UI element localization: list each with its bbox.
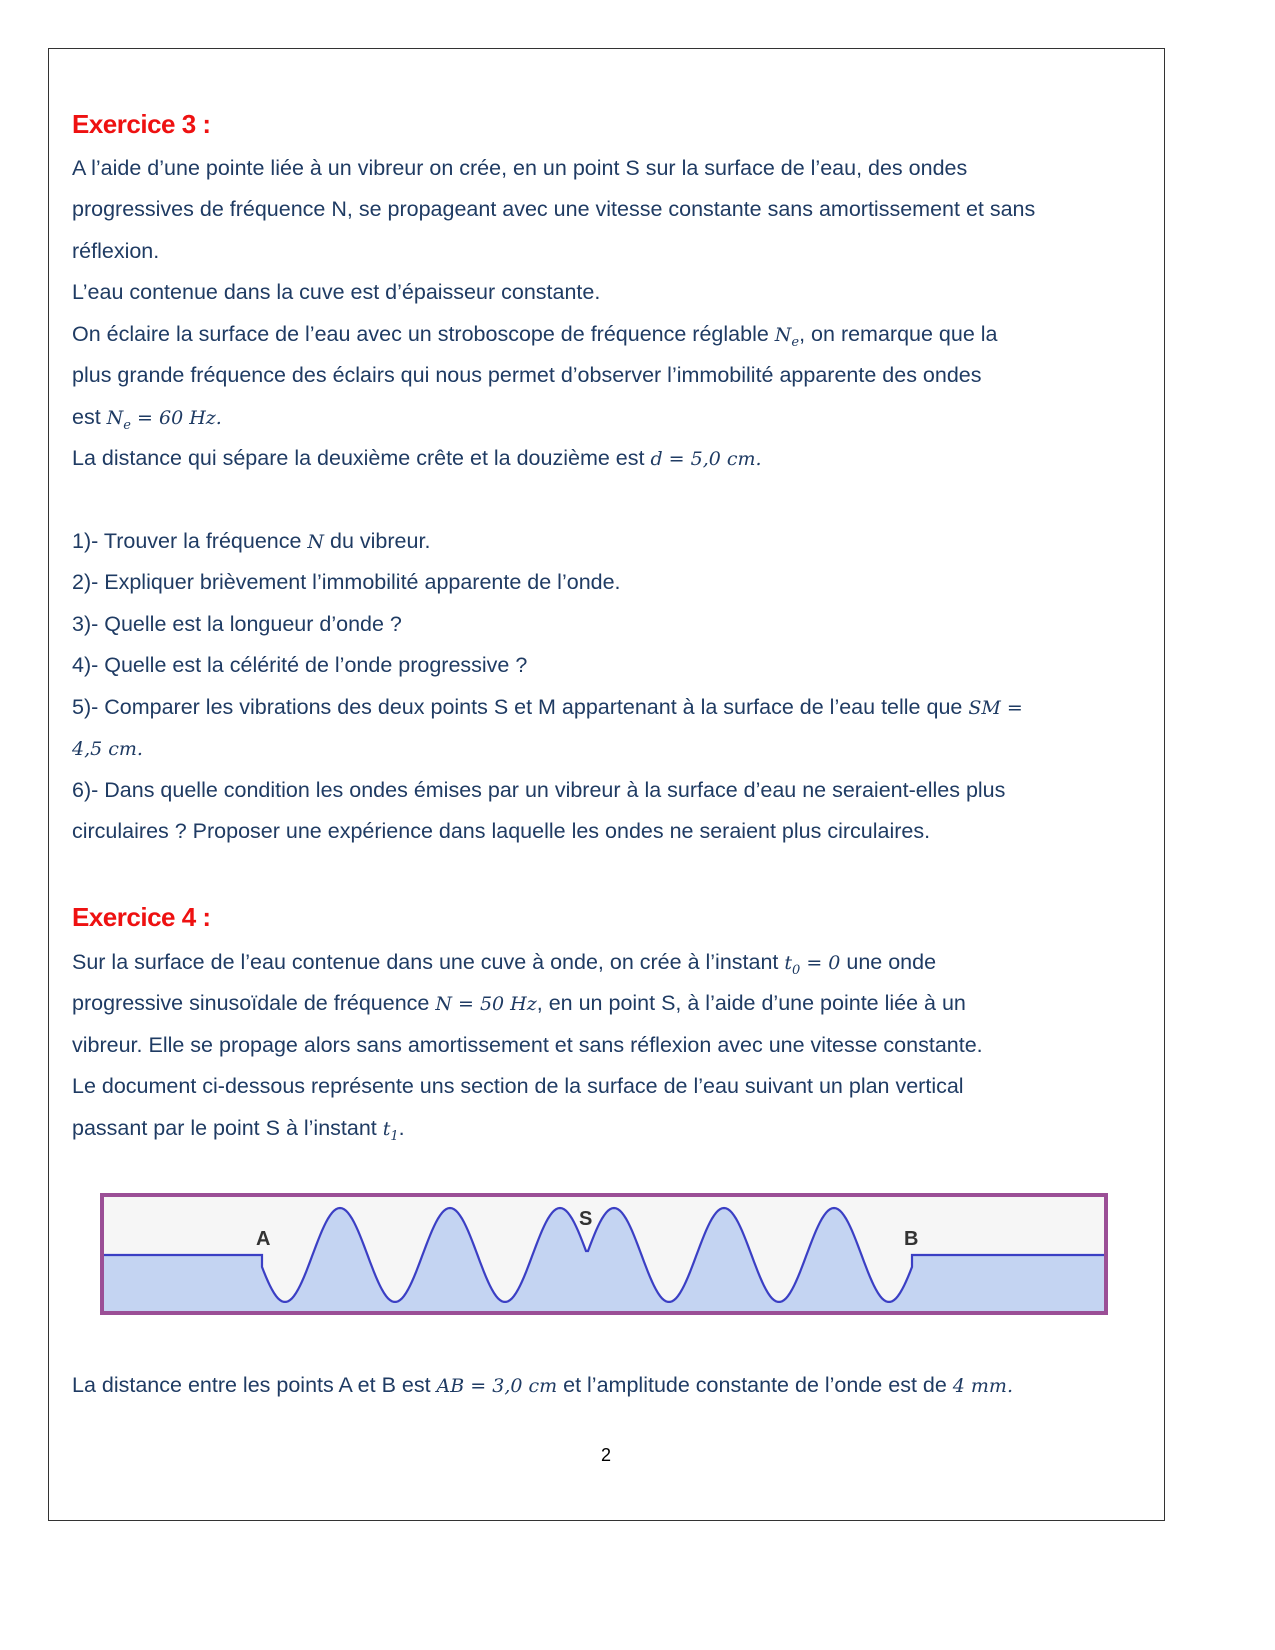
text-line — [72, 692, 1023, 722]
math-text: d = 5,0 cm. — [650, 448, 762, 470]
math-text: N = 50 Hz — [435, 993, 537, 1015]
text-segment: du vibreur. — [324, 529, 431, 553]
math-text: t — [382, 1118, 391, 1140]
text-line — [72, 988, 966, 1018]
math-expression — [800, 952, 840, 974]
text-segment: 3)- Quelle est la longueur d’onde ? — [72, 612, 402, 636]
text-line — [72, 775, 1005, 805]
text-line — [72, 443, 762, 473]
math-expression — [650, 448, 761, 470]
text-segment: Le document ci-dessous représente uns section de la surface de l’eau suivant un plan vertical — [72, 1074, 964, 1098]
math-text: = 60 Hz. — [130, 407, 222, 429]
text-segment: La distance qui sépare la deuxième crête et la douzième est — [72, 446, 651, 470]
text-segment: , on remarque que la — [799, 322, 998, 346]
math-expression — [774, 324, 800, 350]
text-line — [72, 947, 936, 977]
math-expression — [784, 952, 801, 978]
text-line — [72, 153, 967, 183]
math-subscript: e — [123, 417, 131, 433]
text-segment: passant par le point S à l’instant — [72, 1116, 383, 1140]
math-expression — [307, 531, 324, 553]
math-text: N — [307, 531, 325, 553]
math-subscript: 1 — [390, 1128, 399, 1144]
text-line — [72, 1113, 405, 1143]
exercise-heading: Exercice 3 : — [72, 109, 211, 139]
text-line — [72, 526, 430, 556]
math-text: 4,5 cm. — [72, 738, 143, 760]
text-segment: 2)- Expliquer brièvement l’immobilité apparente de l’onde. — [72, 570, 621, 594]
math-expression — [953, 1375, 1013, 1397]
math-subscript: 0 — [792, 962, 801, 978]
text-line — [72, 609, 402, 639]
text-line — [72, 1071, 964, 1101]
text-segment: progressives de fréquence N, se propageant avec une vitesse constante sans amortissement et sans — [72, 197, 1036, 221]
text-segment: circulaires ? Proposer une expérience dans laquelle les ondes ne seraient plus circulaires. — [72, 819, 931, 843]
text-segment: 1)- Trouver la fréquence — [72, 529, 308, 553]
text-line — [72, 194, 1035, 224]
math-expression — [106, 407, 131, 433]
label-a: A — [256, 1228, 271, 1250]
text-segment: 6)- Dans quelle condition les ondes émises par un vibreur à la surface d’eau ne seraient-elles plus — [72, 778, 1006, 802]
text-segment: La distance entre les points A et B est — [72, 1373, 437, 1397]
math-expression — [131, 407, 222, 429]
page-number: 2 — [600, 1445, 611, 1465]
math-text: = 0 — [800, 952, 841, 974]
math-text: 4 mm. — [952, 1375, 1013, 1397]
text-line — [72, 277, 600, 307]
math-text: t — [784, 952, 793, 974]
text-segment: . — [398, 1116, 405, 1140]
math-text: N — [106, 407, 124, 429]
math-subscript: e — [791, 334, 800, 350]
text-line — [72, 402, 222, 432]
text-line — [72, 650, 527, 680]
text-line — [72, 360, 982, 390]
math-expression — [72, 738, 143, 760]
math-expression — [382, 1118, 399, 1144]
text-segment: plus grande fréquence des éclairs qui nous permet d’observer l’immobilité apparente des ondes — [72, 363, 982, 387]
text-segment: progressive sinusoïdale de fréquence — [72, 991, 436, 1015]
text-line — [72, 567, 621, 597]
text-segment: vibreur. Elle se propage alors sans amortissement et sans réflexion avec une vitesse constante. — [72, 1033, 983, 1057]
math-expression — [968, 697, 1022, 719]
math-expression — [435, 993, 536, 1015]
text-line — [72, 1030, 983, 1060]
text-line — [72, 816, 930, 846]
text-segment: , en un point S, à l’aide d’une pointe liée à un — [536, 991, 966, 1015]
text-segment: 4)- Quelle est la célérité de l’onde progressive ? — [72, 653, 528, 677]
text-line — [72, 236, 159, 266]
wave-figure — [100, 1193, 1110, 1317]
text-segment: une onde — [840, 950, 937, 974]
label-s: S — [579, 1208, 593, 1230]
text-segment: A l’aide d’une pointe liée à un vibreur on crée, en un point S sur la surface de l’eau, des ondes — [72, 156, 968, 180]
text-segment: 5)- Comparer les vibrations des deux points S et M appartenant à la surface de l’eau telle que — [72, 695, 969, 719]
math-text: N — [774, 324, 792, 346]
text-segment: L’eau contenue dans la cuve est d’épaisseur constante. — [72, 280, 601, 304]
text-segment: est — [72, 405, 107, 429]
math-expression — [437, 1375, 558, 1397]
text-line — [72, 733, 143, 763]
text-segment: Sur la surface de l’eau contenue dans une cuve à onde, on crée à l’instant — [72, 950, 785, 974]
text-line — [72, 1370, 1013, 1400]
label-b: B — [904, 1228, 919, 1250]
text-line — [72, 319, 998, 349]
math-text: AB = 3,0 cm — [436, 1375, 558, 1397]
text-segment: réflexion. — [72, 239, 160, 263]
text-segment: et l’amplitude constante de l’onde est de — [557, 1373, 953, 1397]
text-segment: On éclaire la surface de l’eau avec un stroboscope de fréquence réglable — [72, 322, 775, 346]
exercise-heading: Exercice 4 : — [72, 902, 211, 932]
math-text: SM = — [968, 697, 1023, 719]
